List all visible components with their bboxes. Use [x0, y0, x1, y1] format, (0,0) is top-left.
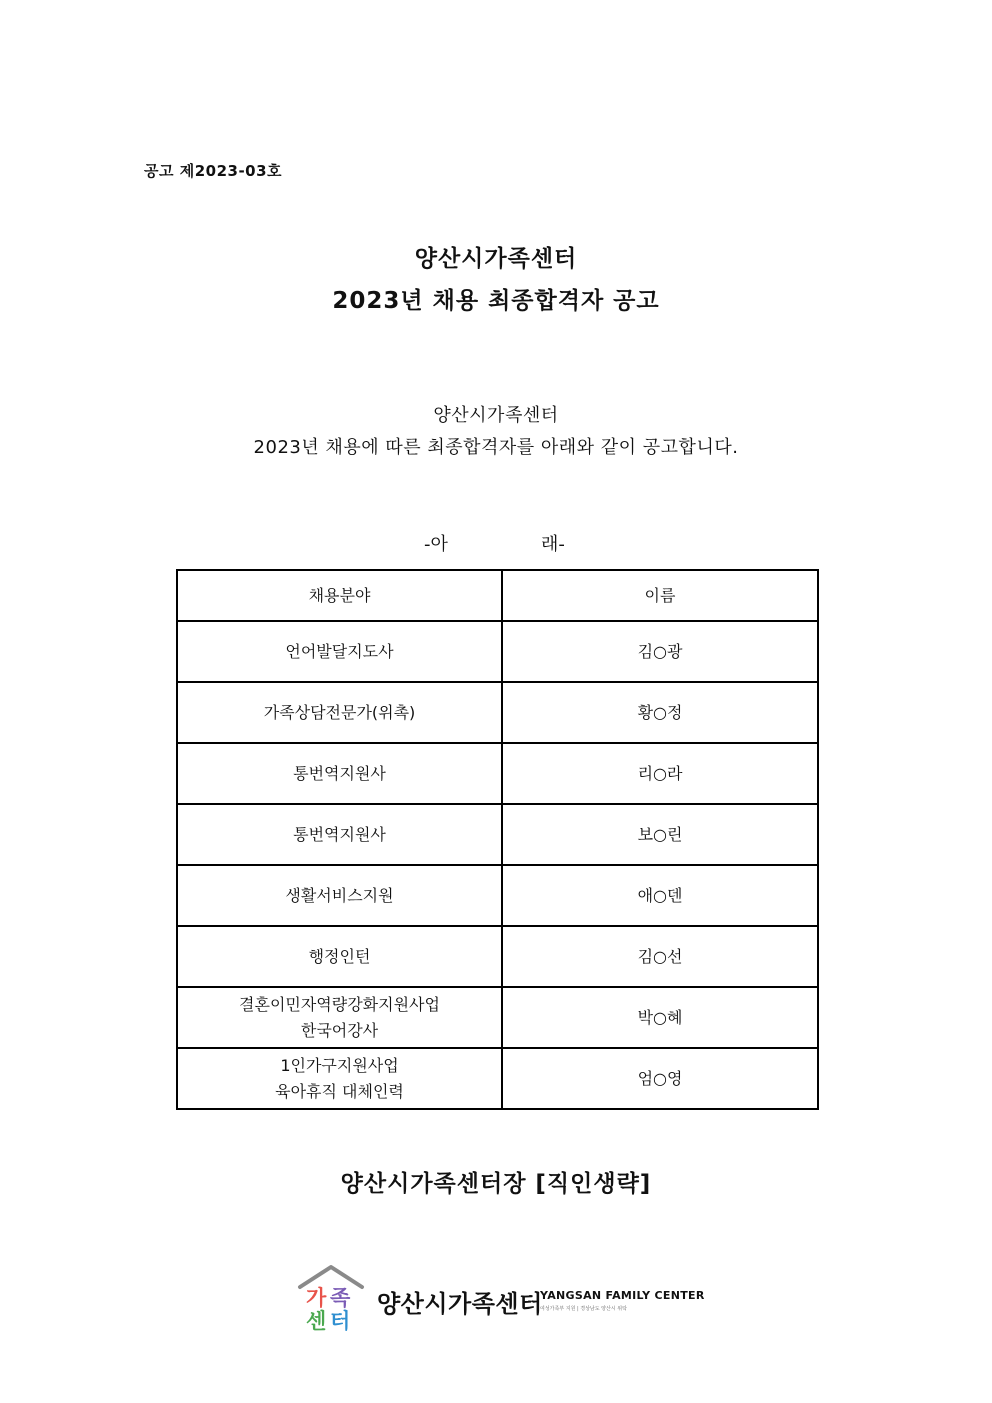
field-line: 1인가구지원사업 [280, 1055, 399, 1075]
field-line: 육아휴직 대체인력 [275, 1081, 404, 1101]
table-row [177, 1048, 818, 1109]
field-line: 생활서비스지원 [285, 885, 394, 905]
field-line: 통번역지원사 [293, 824, 386, 844]
table-row [177, 926, 818, 987]
cell-name: 황○정 [502, 682, 818, 743]
below-marker-right: 래- [541, 534, 565, 555]
cell-name: 보○린 [502, 804, 818, 865]
cell-field [177, 621, 502, 682]
table-row [177, 865, 818, 926]
cell-name: 박○혜 [502, 987, 818, 1048]
page-subtitle: 2023년 채용 최종합격자 공고 [332, 288, 660, 314]
logo-mark-ga: 가 [306, 1286, 327, 1310]
table-row [177, 987, 818, 1048]
family-house-icon [297, 1263, 365, 1331]
center-logo [297, 1263, 717, 1333]
table-row [177, 682, 818, 743]
cell-field [177, 743, 502, 804]
cell-field [177, 682, 502, 743]
cell-field [177, 804, 502, 865]
logo-name-en: YANGSAN FAMILY CENTER [540, 1289, 705, 1302]
header-field: 채용분야 [177, 570, 502, 621]
field-line: 행정인턴 [308, 946, 371, 966]
cell-name: 김○선 [502, 926, 818, 987]
header-name: 이름 [502, 570, 818, 621]
signature: 양산시가족센터장 [직인생략] [340, 1171, 652, 1197]
table-row [177, 804, 818, 865]
logo-mark-teo: 터 [330, 1309, 351, 1331]
below-marker-left: -아 [424, 534, 448, 555]
cell-name: 리○라 [502, 743, 818, 804]
cell-name: 엄○영 [502, 1048, 818, 1109]
field-line: 가족상담전문가(위촉) [263, 702, 416, 722]
table-row [177, 743, 818, 804]
cell-field [177, 926, 502, 987]
cell-field [177, 865, 502, 926]
table-header-row [177, 570, 818, 621]
field-line: 한국어강사 [300, 1020, 379, 1040]
field-line: 언어발달지도사 [285, 641, 394, 661]
cell-field [177, 1048, 502, 1109]
cell-name: 애○덴 [502, 865, 818, 926]
field-line: 통번역지원사 [293, 763, 386, 783]
page-title: 양산시가족센터 [414, 246, 578, 272]
roof-shape [300, 1267, 362, 1287]
cell-field [177, 987, 502, 1048]
logo-mark-jok: 족 [330, 1286, 351, 1310]
logo-subtext: 여성가족부 지원 | 경상남도 양산시 위탁 [540, 1306, 627, 1312]
logo-mark-sen: 센 [306, 1309, 327, 1331]
intro-line-1: 양산시가족센터 [433, 405, 559, 426]
cell-name: 김○광 [502, 621, 818, 682]
notice-number: 공고 제2023-03호 [144, 162, 283, 180]
intro-line-2: 2023년 채용에 따른 최종합격자를 아래와 같이 공고합니다. [253, 437, 739, 458]
table-row [177, 621, 818, 682]
field-line: 결혼이민자역량강화지원사업 [239, 994, 440, 1014]
logo-name-ko: 양산시가족센터 [377, 1290, 543, 1318]
result-table [176, 569, 819, 1110]
